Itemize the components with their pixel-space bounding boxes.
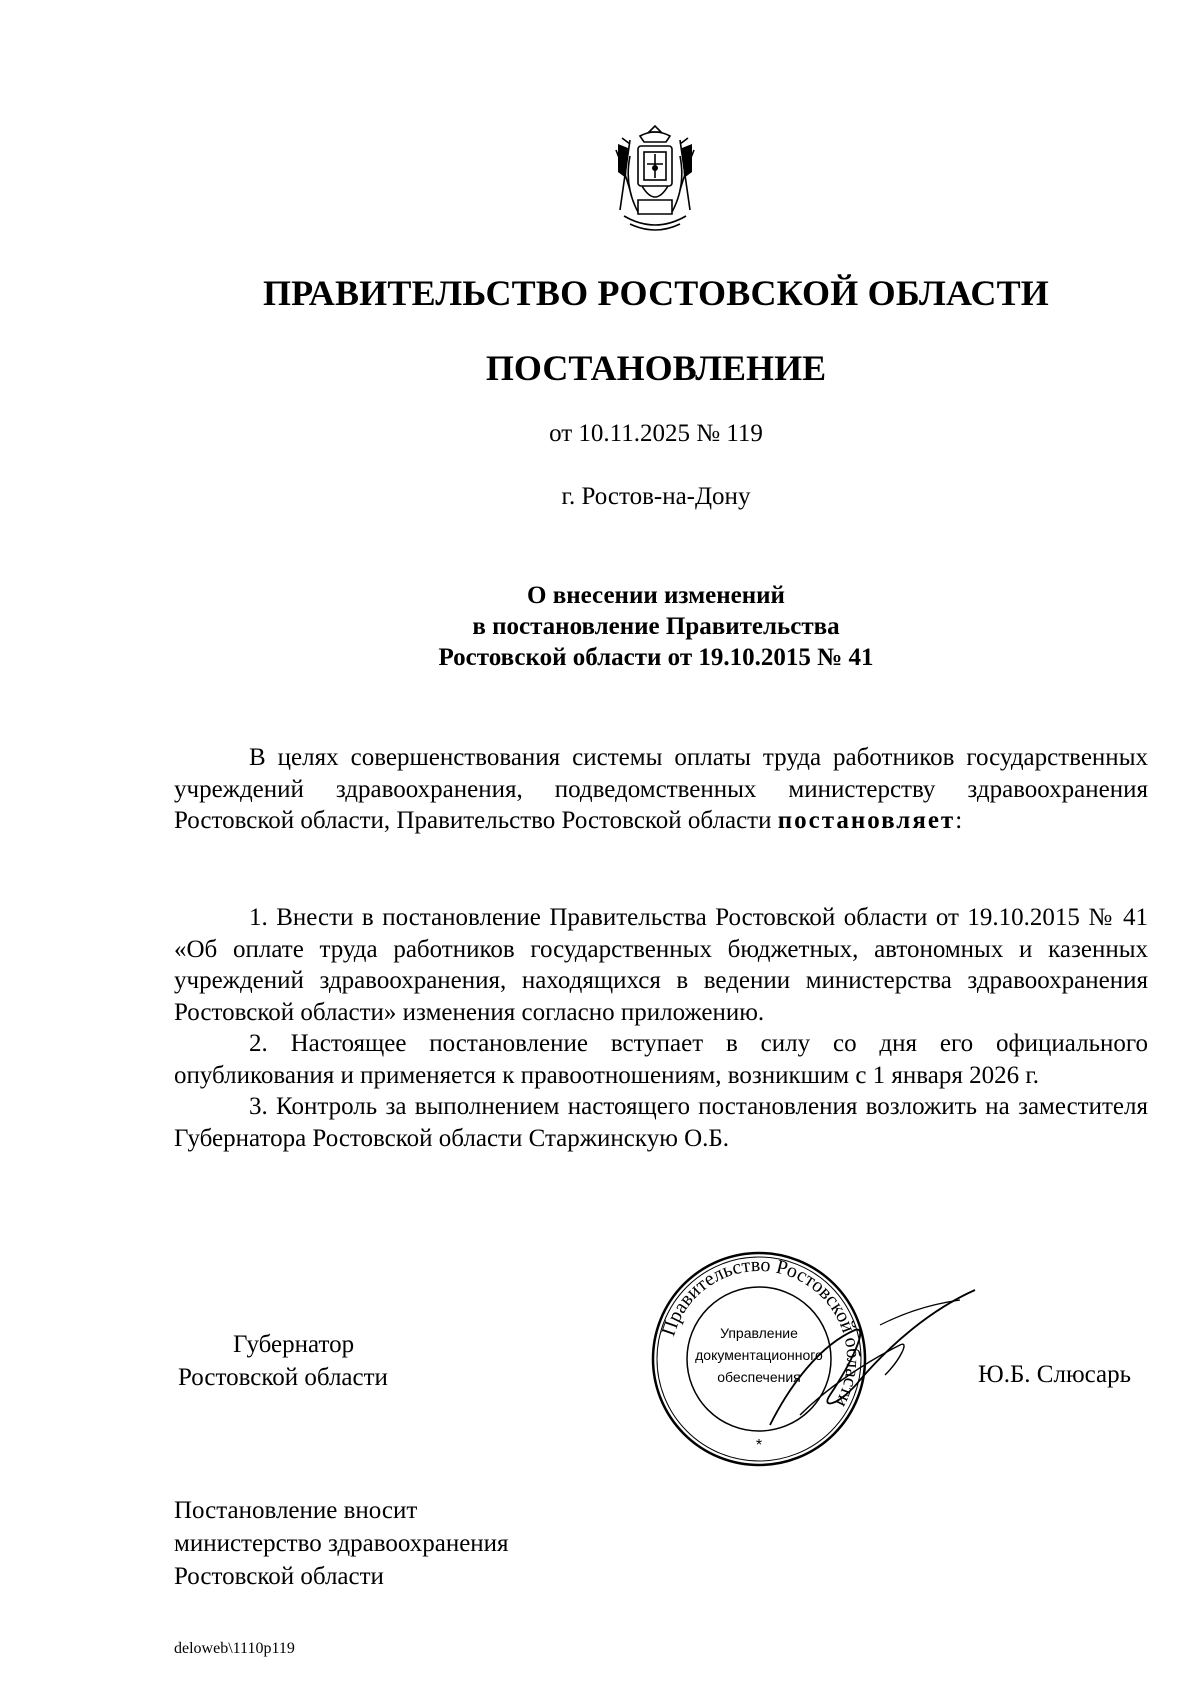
position-line: Ростовской области xyxy=(178,1364,388,1391)
stamp-center-line: документационного xyxy=(695,1347,823,1363)
signatory-position xyxy=(178,1328,388,1394)
resolution-items xyxy=(174,902,1148,1154)
introducer-line: Постановление вносит xyxy=(174,1497,418,1524)
document-city: г. Ростов-на-Дону xyxy=(561,483,751,510)
document-code: deloweb\1110p119 xyxy=(174,1640,295,1657)
stamp-center-line: Управление xyxy=(720,1325,798,1341)
subject-line: в постановление Правительства xyxy=(472,613,840,640)
stamp-ring-text: Правительство Ростовской области xyxy=(657,1253,865,1411)
resolution-item: 3. Контроль за выполнением настоящего постановления возложить на заместителя Губернатора Ростовской области Старжинскую О.Б. xyxy=(174,1093,1148,1152)
resolution-item: 2. Настоящее постановление вступает в силу со дня его официального опубликования и применяется к правоотношениям, возникшим с 1 января 2026 г. xyxy=(174,1030,1148,1089)
handwritten-signature xyxy=(760,1285,990,1435)
preamble xyxy=(174,742,1148,837)
document-type: ПОСТАНОВЛЕНИЕ xyxy=(485,348,827,388)
document-subject xyxy=(0,580,1200,673)
introducer-line: министерство здравоохранения xyxy=(174,1530,509,1557)
coat-of-arms-icon xyxy=(600,120,710,245)
government-title: ПРАВИТЕЛЬСТВО РОСТОВСКОЙ ОБЛАСТИ xyxy=(262,273,1050,313)
preamble-colon: : xyxy=(955,807,963,834)
resolution-item: 1. Внести в постановление Правительства Ростовской области от 19.10.2015 № 41 «Об оплате труда работников государственных бюджетных, автономных и казенных учреждений здравоохранения, находящихся в ведении министерства здравоохранения Ростовской области» изменения согласно приложению. xyxy=(174,904,1148,1026)
document-date-number: от 10.11.2025 № 119 xyxy=(549,420,763,447)
decree-word: постановляет xyxy=(777,807,956,834)
preamble-paragraph xyxy=(174,742,1148,837)
stamp-center-line: обеспечения xyxy=(717,1369,801,1385)
introducer-block xyxy=(174,1494,509,1593)
introducer-line: Ростовской области xyxy=(174,1563,384,1590)
subject-line: Ростовской области от 19.10.2015 № 41 xyxy=(438,644,874,671)
subject-line: О внесении изменений xyxy=(527,582,785,609)
preamble-text: В целях совершенствования системы оплаты труда работников государственных учреждений здравоохранения, подведомственных министерству здравоохранения Ростовской области, Правительство Ростовской области xyxy=(174,744,1148,834)
stamp-star: * xyxy=(755,1437,763,1454)
position-line: Губернатор xyxy=(233,1331,355,1358)
signatory-name: Ю.Б. Слюсарь xyxy=(978,1361,1132,1388)
